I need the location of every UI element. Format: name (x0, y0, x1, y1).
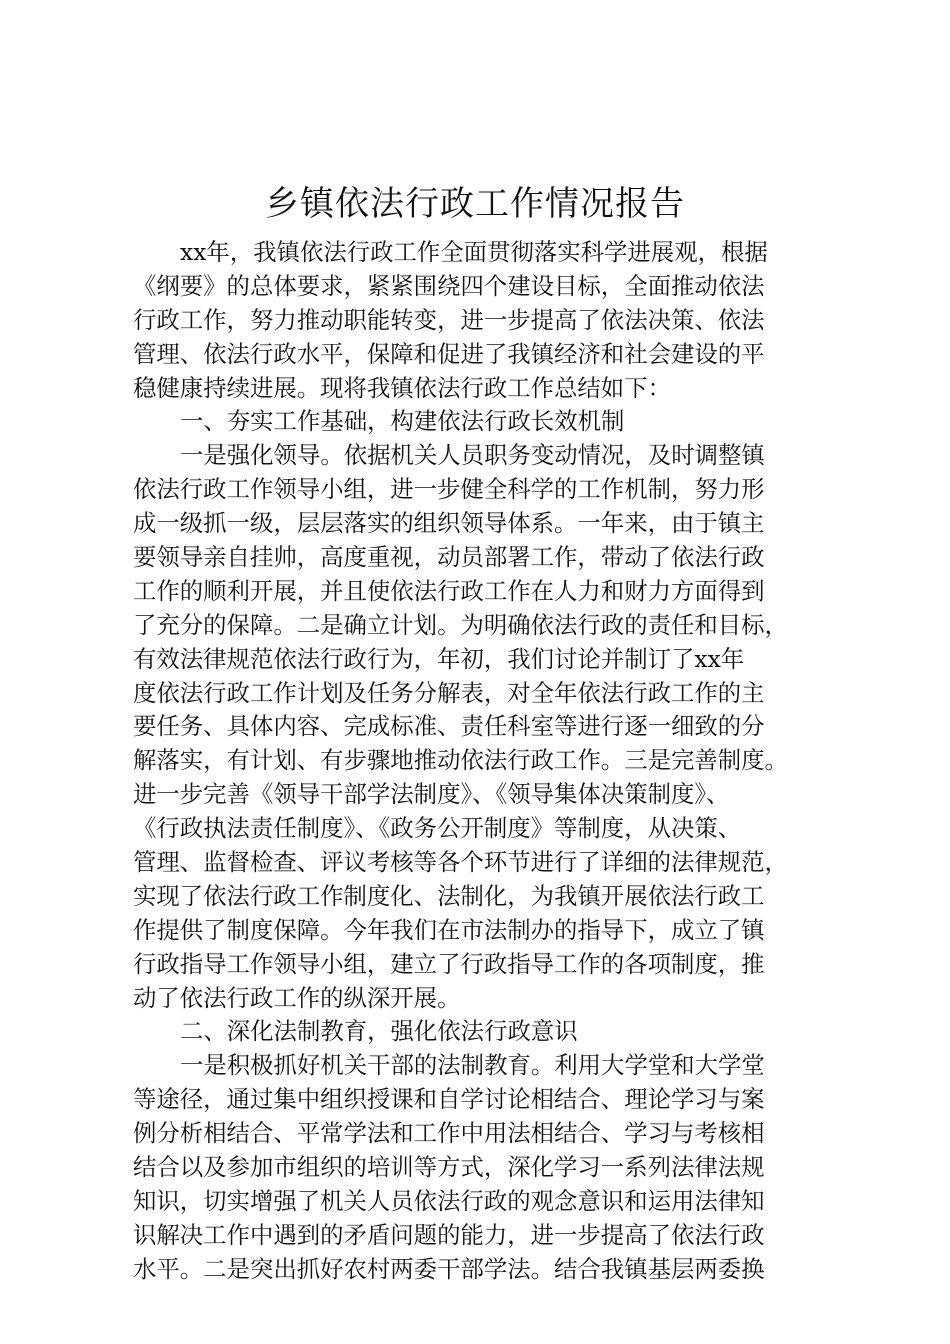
text-line: 行政指导工作领导小组，建立了行政指导工作的各项制度，推 (133, 949, 765, 978)
document-body (133, 236, 823, 1287)
text-line: 度依法行政工作计划及任务分解表，对全年依法行政工作的主 (133, 678, 765, 707)
text-line: 要领导亲自挂帅，高度重视，动员部署工作，带动了依法行政 (133, 543, 765, 572)
text-line: 《行政执法责任制度》、《政务公开制度》等制度，从决策、 (133, 814, 742, 843)
document-title: 乡镇依法行政工作情况报告 (265, 184, 685, 224)
text-line: 识解决工作中遇到的矛盾问题的能力，进一步提高了依法行政 (133, 1220, 765, 1249)
text-line: 成一级抓一级，层层落实的组织领导体系。一年来，由于镇主 (133, 509, 765, 538)
text-line: 结合以及参加市组织的培训等方式，深化学习一系列法律法规 (133, 1153, 765, 1182)
text-line: 依法行政工作领导小组，进一步健全科学的工作机制，努力形 (133, 475, 765, 504)
text-line: 一、夯实工作基础，构建依法行政长效机制 (180, 407, 625, 436)
text-line: 动了依法行政工作的纵深开展。 (133, 983, 461, 1012)
text-line: 解落实，有计划、有步骤地推动依法行政工作。三是完善制度。 (133, 746, 788, 775)
text-line: 进一步完善《领导干部学法制度》、《领导集体决策制度》、 (133, 780, 730, 809)
text-line: 了充分的保障。二是确立计划。为明确依法行政的责任和目标， (133, 610, 788, 639)
text-line: 《纲要》的总体要求，紧紧围绕四个建设目标，全面推动依法 (133, 271, 765, 300)
text-line: 一是积极抓好机关干部的法制教育。利用大学堂和大学堂 (180, 1051, 765, 1080)
text-line: 知识，切实增强了机关人员依法行政的观念意识和运用法律知 (133, 1186, 765, 1215)
text-line: 实现了依法行政工作制度化、法制化，为我镇开展依法行政工 (133, 881, 765, 910)
text-line: 有效法律规范依法行政行为，年初，我们讨论并制订了xx年 (133, 644, 745, 673)
text-line: 工作的顺利开展，并且使依法行政工作在人力和财力方面得到 (133, 576, 765, 605)
text-line: 等途径，通过集中组织授课和自学讨论相结合、理论学习与案 (133, 1085, 765, 1114)
text-line: 作提供了制度保障。今年我们在市法制办的指导下，成立了镇 (133, 915, 765, 944)
text-line: 稳健康持续进展。现将我镇依法行政工作总结如下： (133, 373, 671, 402)
text-line: 一是强化领导。依据机关人员职务变动情况，及时调整镇 (180, 441, 765, 470)
text-line: 管理、依法行政水平，保障和促进了我镇经济和社会建设的平 (133, 339, 765, 368)
text-line: 二、深化法制教育，强化依法行政意识 (180, 1017, 578, 1046)
text-line: 管理、监督检查、评议考核等各个环节进行了详细的法律规范， (133, 848, 788, 877)
text-line: 水平。二是突出抓好农村两委干部学法。结合我镇基层两委换 (133, 1254, 765, 1283)
text-line: xx年，我镇依法行政工作全面贯彻落实科学进展观，根据 (180, 238, 768, 266)
text-line: 例分析相结合、平常学法和工作中用法相结合、学习与考核相 (133, 1119, 765, 1148)
text-line: 要任务、具体内容、完成标准、责任科室等进行逐一细致的分 (133, 712, 765, 741)
text-line: 行政工作，努力推动职能转变，进一步提高了依法决策、依法 (133, 305, 765, 334)
